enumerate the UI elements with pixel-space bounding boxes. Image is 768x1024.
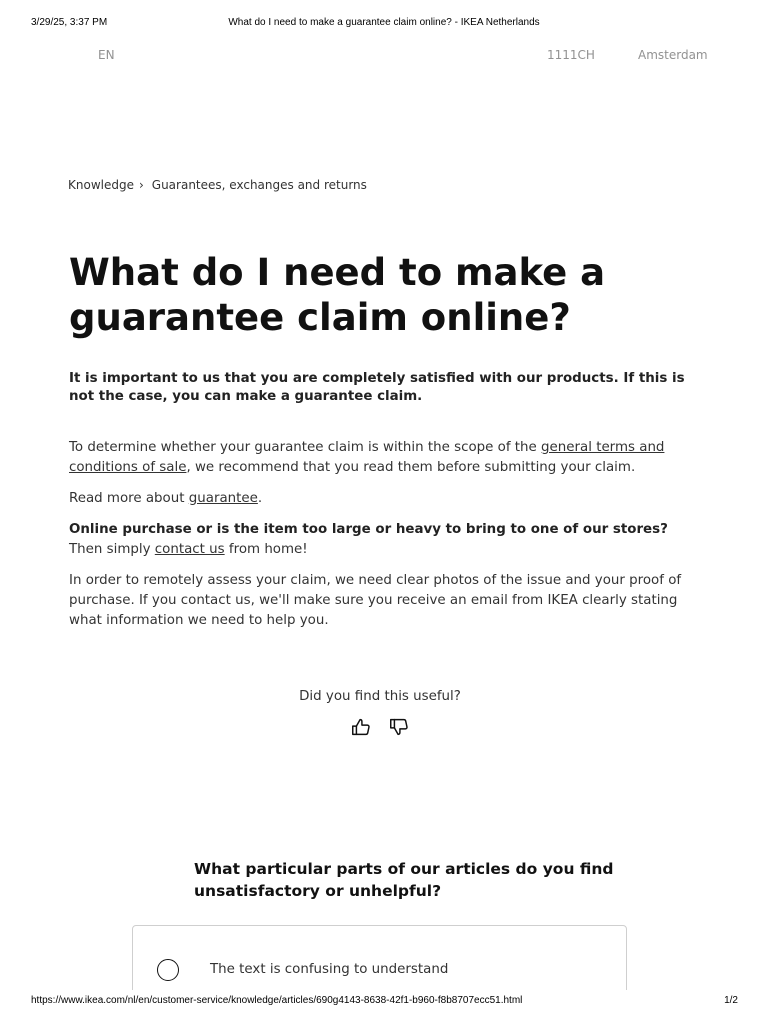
language-selector[interactable]: EN <box>98 48 115 62</box>
article-paragraph-read-more <box>69 489 689 509</box>
terms-text-before: To determine whether your guarantee claim is within the scope of the <box>69 440 542 455</box>
store-city[interactable]: Amsterdam <box>638 48 708 62</box>
breadcrumb <box>68 178 367 192</box>
thumbs-down-icon[interactable] <box>388 716 410 738</box>
terms-text-after: , we recommend that you read them before submitting your claim. <box>186 460 636 475</box>
page-title: What do I need to make a guarantee claim online? <box>69 251 606 339</box>
terms-of-sale-link[interactable]: general terms and conditions of sale <box>69 440 665 475</box>
contact-text-after: from home! <box>224 542 308 557</box>
read-more-period: . <box>257 491 263 506</box>
feedback-buttons <box>350 716 410 738</box>
online-purchase-heading: Online purchase or is the item too large or heavy to bring to one of our stores? <box>69 522 668 537</box>
survey-question: What particular parts of our articles do you find unsatisfactory or unhelpful? <box>194 860 614 900</box>
breadcrumb-item-guarantees[interactable]: Guarantees, exchanges and returns <box>151 178 367 192</box>
print-page-title: What do I need to make a guarantee claim online? - IKEA Netherlands <box>228 17 540 28</box>
contact-text-before: Then simply <box>69 542 155 557</box>
print-datetime: 3/29/25, 3:37 PM <box>31 17 108 28</box>
article-paragraph-terms <box>69 438 689 478</box>
article-paragraph-online-purchase <box>69 520 689 560</box>
top-bar <box>0 48 768 66</box>
thumbs-up-icon[interactable] <box>350 716 372 738</box>
article-paragraph-assessment: In order to remotely assess your claim, we need clear photos of the issue and your proof of purchase. If you contact us, we'll make sure you receive an email from IKEA clearly stating what information we need to help you. <box>69 573 682 628</box>
feedback-question: Did you find this useful? <box>299 689 461 704</box>
survey-option-label: The text is confusing to understand <box>210 962 449 977</box>
print-header <box>0 17 768 31</box>
guarantee-link[interactable]: guarantee <box>188 491 258 506</box>
print-page-number: 1/2 <box>724 995 738 1006</box>
article-intro: It is important to us that you are completely satisfied with our products. If this is not the case, you can make a guarantee claim. <box>69 371 685 404</box>
contact-us-link[interactable]: contact us <box>154 542 225 557</box>
print-url: https://www.ikea.com/nl/en/customer-service/knowledge/articles/690g4143-8638-42f1-b960-f8b8707ecc51.html <box>31 995 523 1006</box>
radio-button[interactable] <box>157 959 179 981</box>
print-footer <box>0 995 768 1009</box>
read-more-text: Read more about <box>69 491 189 506</box>
breadcrumb-item-knowledge[interactable]: Knowledge <box>68 178 134 192</box>
chevron-right-icon: › <box>138 178 144 192</box>
postal-code[interactable]: 1111CH <box>547 48 595 62</box>
